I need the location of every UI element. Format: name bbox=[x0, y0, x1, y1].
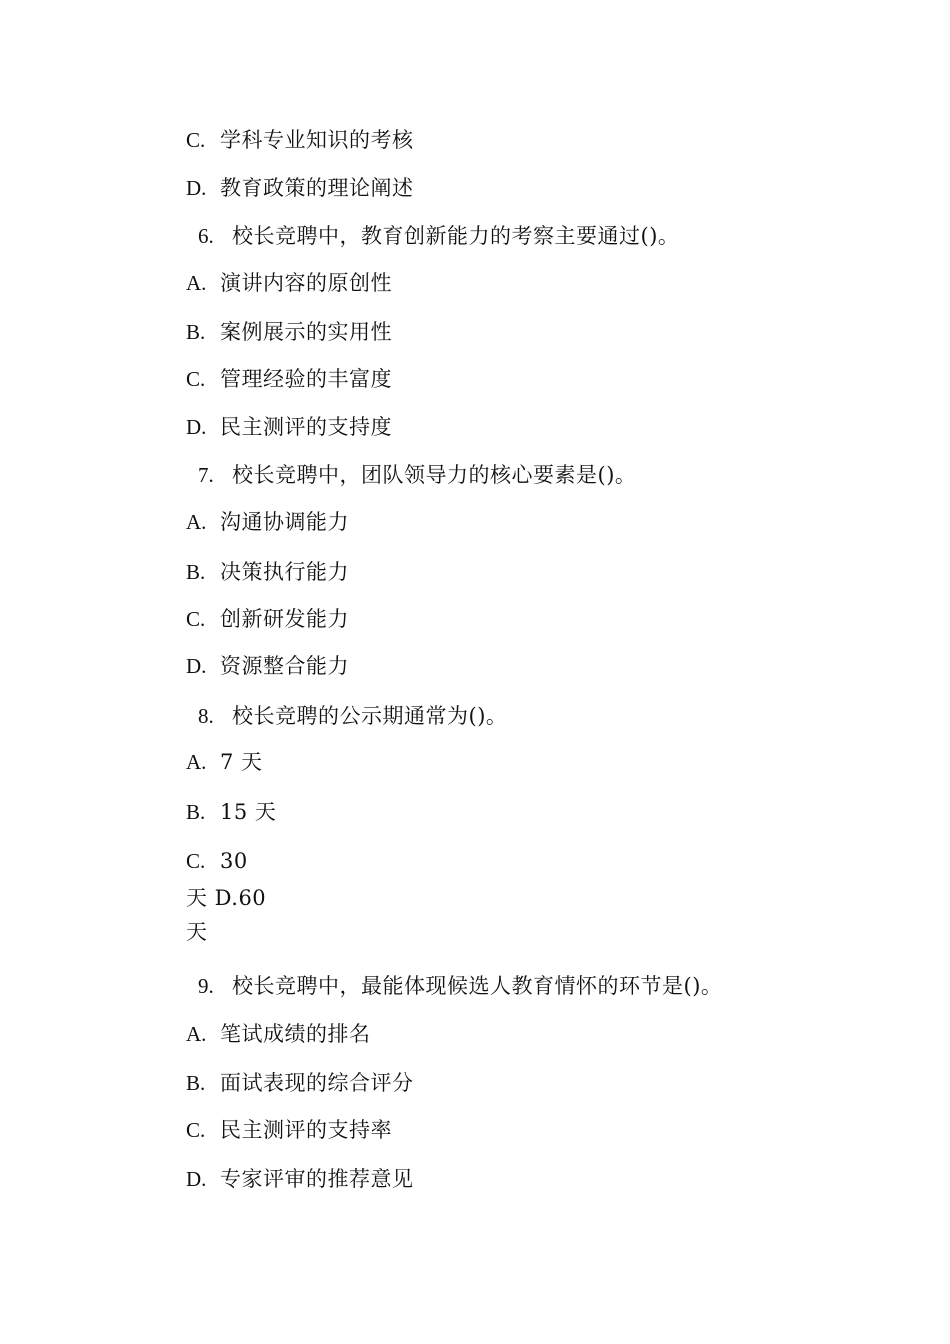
option-b-q7 bbox=[186, 558, 349, 586]
option-text: 7 天 bbox=[220, 750, 263, 774]
option-c-q8 bbox=[186, 847, 248, 875]
option-c-q7 bbox=[186, 605, 349, 633]
question-7 bbox=[198, 461, 636, 489]
option-letter: D. bbox=[186, 176, 207, 200]
option-letter: C. bbox=[186, 849, 206, 873]
option-text: 管理经验的丰富度 bbox=[220, 367, 392, 391]
option-letter: D. bbox=[186, 415, 207, 439]
option-text: 专家评审的推荐意见 bbox=[220, 1167, 414, 1191]
option-text: 资源整合能力 bbox=[220, 654, 349, 678]
option-d-q6 bbox=[186, 413, 392, 441]
option-text: 15 天 bbox=[220, 800, 277, 824]
question-number: 8. bbox=[198, 704, 214, 728]
option-letter: A. bbox=[186, 750, 207, 774]
question-text: 校长竞聘的公示期通常为()。 bbox=[232, 704, 508, 728]
wrapped-text: 天 D.60 bbox=[186, 886, 267, 910]
option-letter: A. bbox=[186, 1022, 207, 1046]
option-text: 沟通协调能力 bbox=[220, 510, 349, 534]
option-text: 学科专业知识的考核 bbox=[220, 128, 414, 152]
option-letter: B. bbox=[186, 1071, 206, 1095]
option-text: 创新研发能力 bbox=[220, 607, 349, 631]
option-b-q8 bbox=[186, 798, 276, 826]
option-letter: D. bbox=[186, 654, 207, 678]
option-letter: D. bbox=[186, 1167, 207, 1191]
question-number: 6. bbox=[198, 224, 214, 248]
option-d-q9 bbox=[186, 1165, 414, 1193]
option-text: 民主测评的支持度 bbox=[220, 415, 392, 439]
option-c-q9 bbox=[186, 1116, 392, 1144]
option-c-q5 bbox=[186, 126, 414, 154]
wrapped-text-line bbox=[186, 918, 208, 946]
option-letter: B. bbox=[186, 560, 206, 584]
option-c-q6 bbox=[186, 365, 392, 393]
option-letter: B. bbox=[186, 320, 206, 344]
option-a-q6 bbox=[186, 269, 392, 297]
option-d-q8-wrapped bbox=[186, 884, 266, 912]
option-letter: A. bbox=[186, 510, 207, 534]
option-text: 笔试成绩的排名 bbox=[220, 1022, 371, 1046]
option-text: 30 bbox=[220, 849, 248, 873]
option-a-q7 bbox=[186, 508, 349, 536]
question-number: 7. bbox=[198, 463, 214, 487]
option-b-q6 bbox=[186, 318, 392, 346]
question-9 bbox=[198, 972, 722, 1000]
option-letter: B. bbox=[186, 800, 206, 824]
option-letter: A. bbox=[186, 271, 207, 295]
option-letter: C. bbox=[186, 1118, 206, 1142]
wrapped-text: 天 bbox=[186, 920, 208, 944]
option-a-q9 bbox=[186, 1020, 371, 1048]
option-letter: C. bbox=[186, 367, 206, 391]
option-text: 案例展示的实用性 bbox=[220, 320, 392, 344]
question-8 bbox=[198, 702, 507, 730]
question-6 bbox=[198, 222, 679, 250]
question-text: 校长竞聘中，最能体现候选人教育情怀的环节是()。 bbox=[232, 974, 723, 998]
option-letter: C. bbox=[186, 607, 206, 631]
option-a-q8 bbox=[186, 748, 263, 776]
option-text: 教育政策的理论阐述 bbox=[220, 176, 414, 200]
option-text: 演讲内容的原创性 bbox=[220, 271, 392, 295]
question-number: 9. bbox=[198, 974, 214, 998]
option-letter: C. bbox=[186, 128, 206, 152]
option-text: 民主测评的支持率 bbox=[220, 1118, 392, 1142]
option-text: 面试表现的综合评分 bbox=[220, 1071, 414, 1095]
question-text: 校长竞聘中，教育创新能力的考察主要通过()。 bbox=[232, 224, 680, 248]
option-b-q9 bbox=[186, 1069, 414, 1097]
option-d-q5 bbox=[186, 174, 414, 202]
option-text: 决策执行能力 bbox=[220, 560, 349, 584]
question-text: 校长竞聘中，团队领导力的核心要素是()。 bbox=[232, 463, 637, 487]
option-d-q7 bbox=[186, 652, 349, 680]
